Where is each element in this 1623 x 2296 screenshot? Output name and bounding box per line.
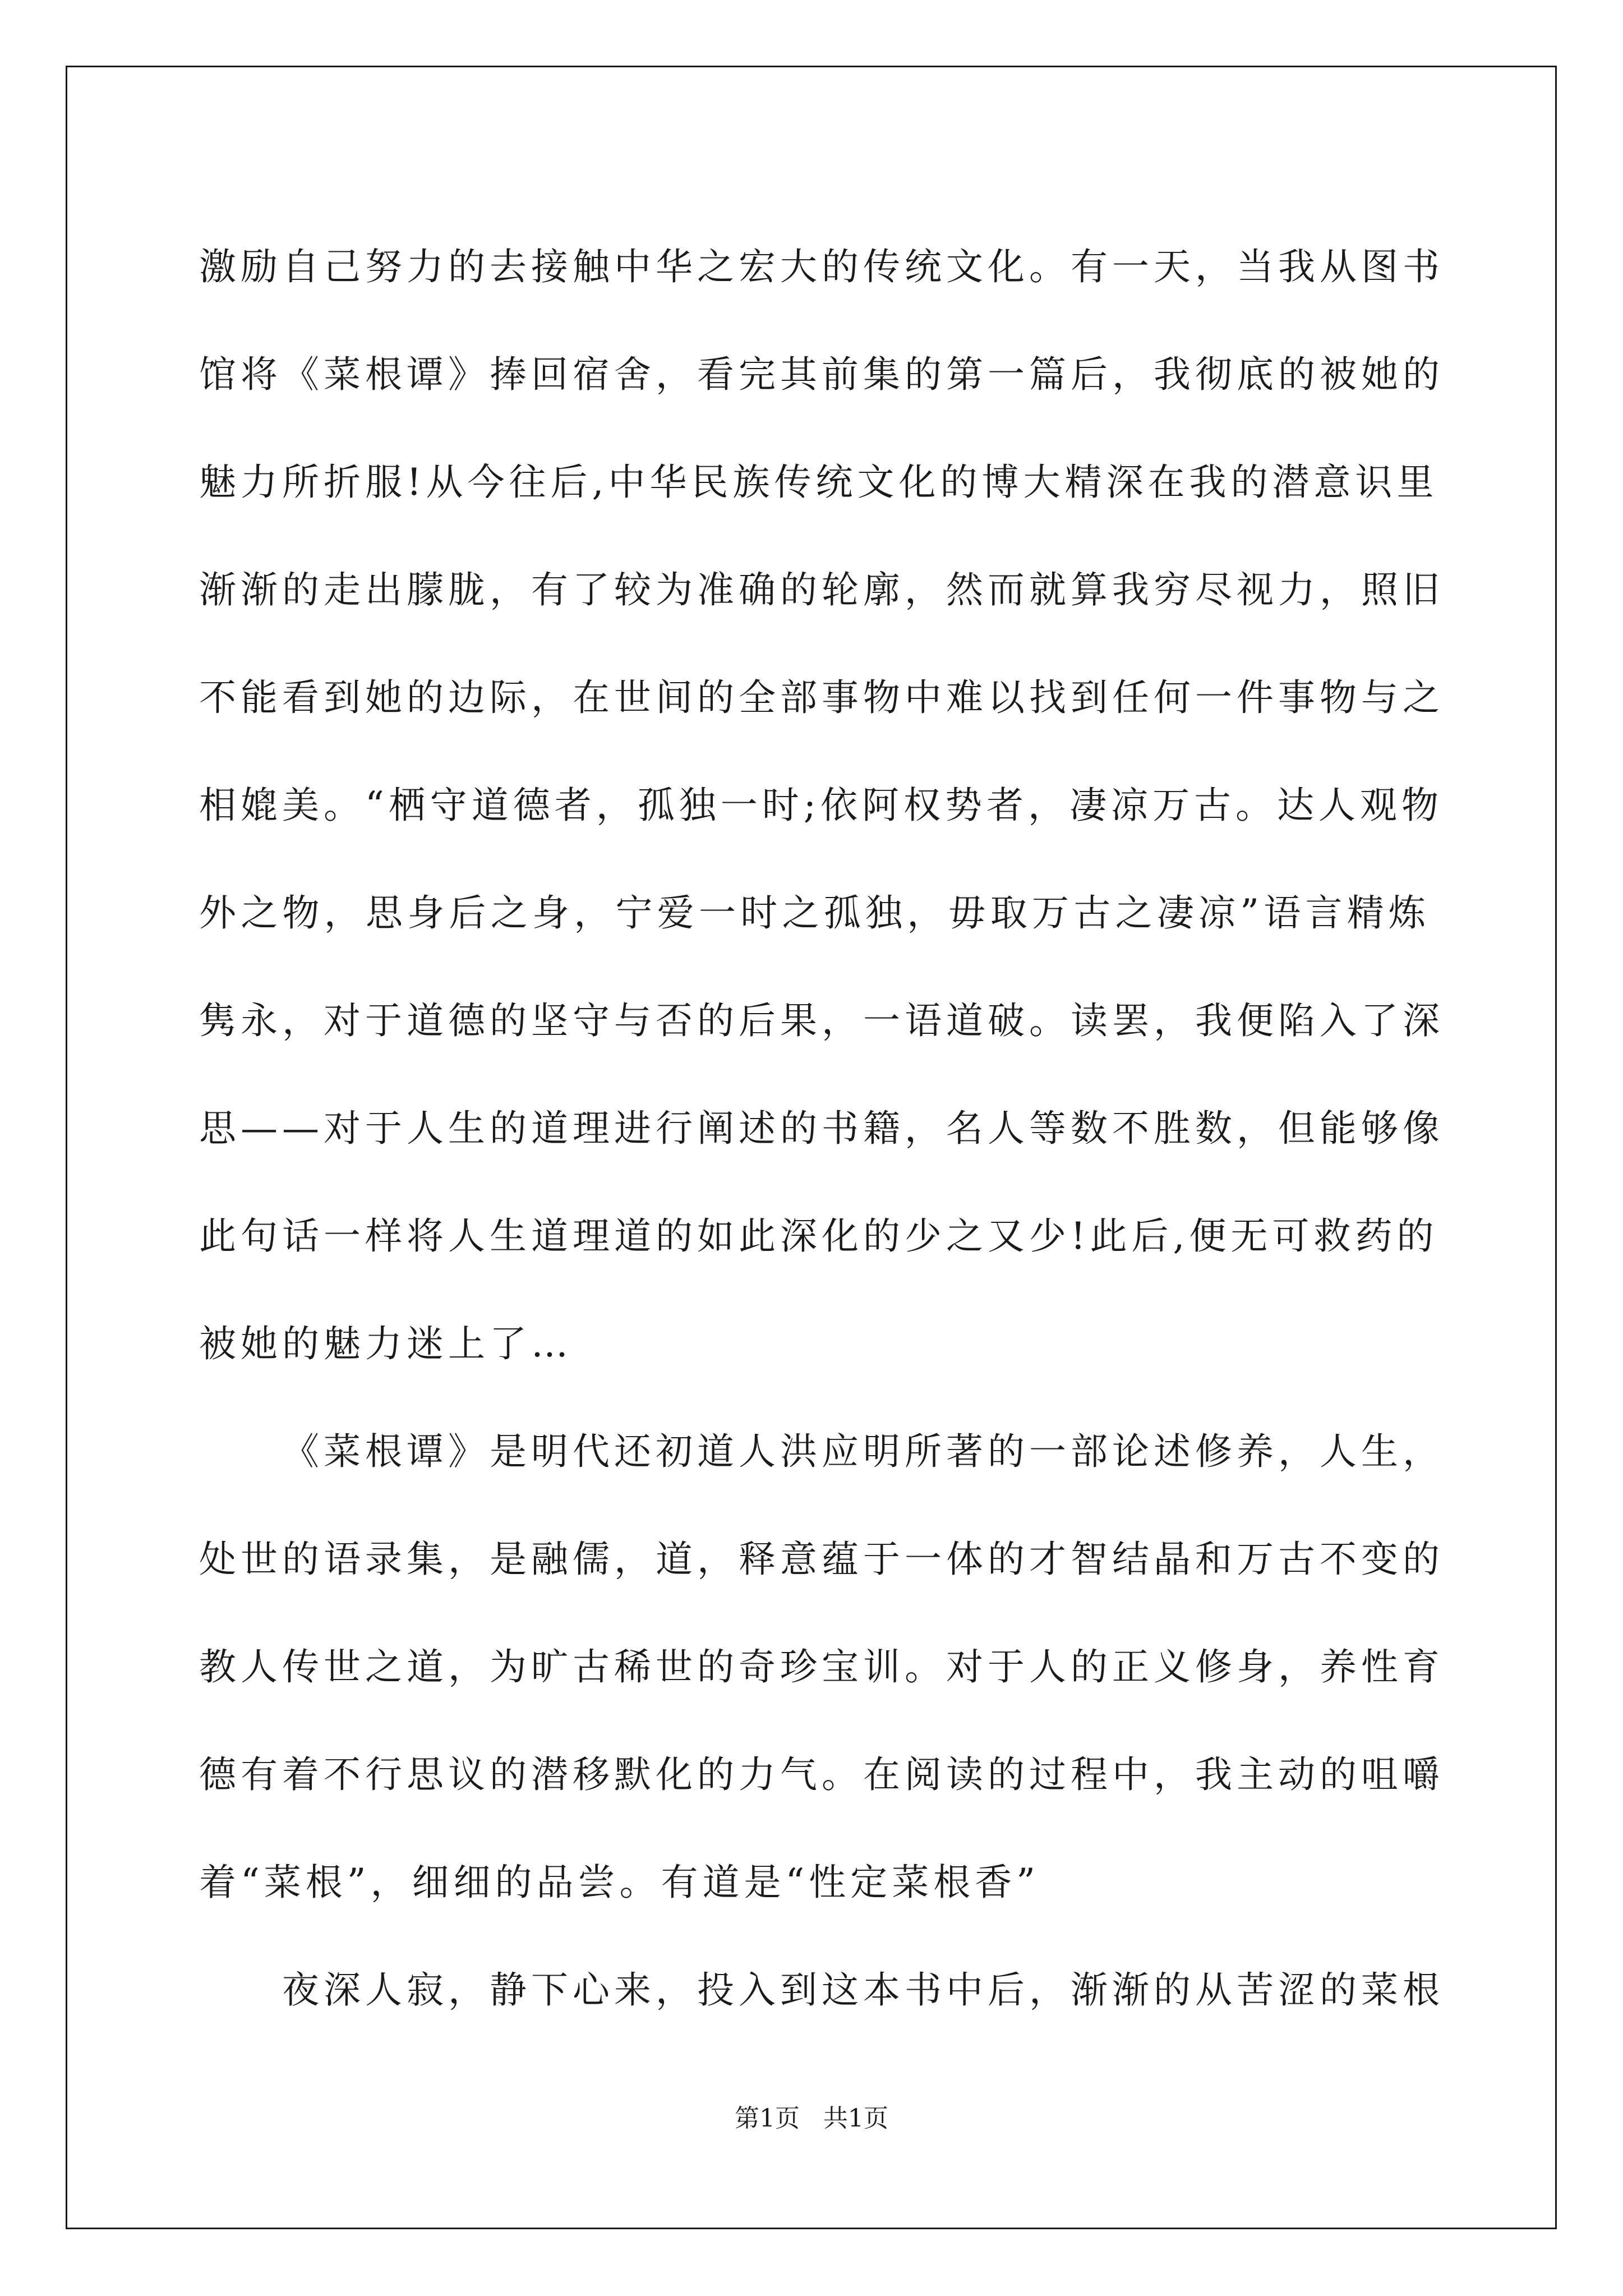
text-line: 处世的语录集，是融儒，道，释意蕴于一体的才智结晶和万古不变的 [199,1538,1444,1581]
text-line: 外之物，思身后之身，宁爱一时之孤独，毋取万古之凄凉”语言精炼 [199,891,1430,935]
text-line: 《菜根谭》是明代还初道人洪应明所著的一部论述修养，人生， [282,1430,1444,1473]
page-total: 共1页 [823,2104,888,2133]
text-line: 思——对于人生的道理进行阐述的书籍，名人等数不胜数，但能够像 [199,1107,1444,1150]
text-line: 德有着不行思议的潜移默化的力气。在阅读的过程中，我主动的咀嚼 [199,1753,1444,1796]
text-line: 此句话一样将人生道理道的如此深化的少之又少!此后,便无可救药的 [199,1214,1438,1258]
paragraph-1 [199,213,1444,1398]
text-line: 夜深人寂，静下心来，投入到这本书中后，渐渐的从苦涩的菜根 [282,1968,1444,2012]
text-line: 着“菜根”，细细的品尝。有道是“性定菜根香” [199,1861,1040,1904]
page-footer [0,2098,1623,2134]
paragraph-2 [199,1398,1444,1936]
text-line: 激励自己努力的去接触中华之宏大的传统文化。有一天，当我从图书 [199,245,1444,288]
text-line: 渐渐的走出朦胧，有了较为准确的轮廓，然而就算我穷尽视力，照旧 [199,568,1444,611]
text-line: 教人传世之道，为旷古稀世的奇珍宝训。对于人的正义修身，养性育 [199,1645,1444,1688]
paragraph-3 [199,1936,1444,2044]
text-line: 魅力所折服!从今往后,中华民族传统文化的博大精深在我的潜意识里 [199,461,1438,504]
text-line: 不能看到她的边际，在世间的全部事物中难以找到任何一件事物与之 [199,676,1444,719]
text-line: 隽永，对于道德的坚守与否的后果，一语道破。读罢，我便陷入了深 [199,999,1444,1042]
text-line: 被她的魅力迷上了… [199,1322,573,1365]
document-body [199,213,1444,2044]
text-line: 相媲美。“栖守道德者，孤独一时;依阿权势者，凄凉万古。达人观物 [199,784,1443,827]
text-line: 馆将《菜根谭》捧回宿舍，看完其前集的第一篇后，我彻底的被她的 [199,353,1444,396]
page-number: 第1页 [735,2104,800,2133]
